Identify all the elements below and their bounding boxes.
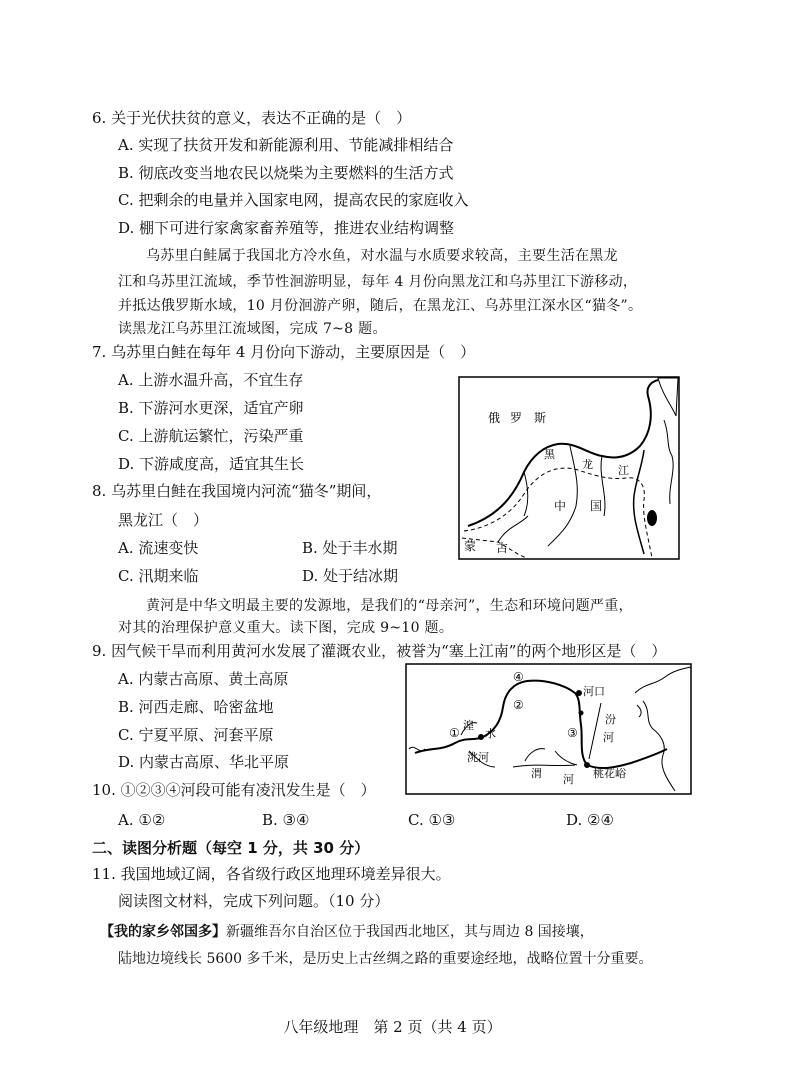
map2-label-taohuayu: 桃花峪 <box>593 767 626 780</box>
q10-option-a: A. ①② <box>118 811 166 829</box>
map1-label-guo: 国 <box>590 499 603 513</box>
map1-label-luo: 罗 <box>510 411 523 425</box>
q10-option-d: D. ②④ <box>566 811 614 829</box>
q11-material-line2: 陆地边境线长 5600 多千米，是历史上古丝绸之路的重要途经地，战略位置十分重要。 <box>118 951 653 967</box>
map1-label-hei: 黑 <box>544 448 555 461</box>
q8-option-d: D. 处于结冰期 <box>302 567 399 585</box>
section2-title: 二、读图分析题（每空 1 分，共 30 分） <box>92 839 370 857</box>
map2-label-huang: 湟 <box>463 719 474 732</box>
map2-label-fen-he: 河 <box>603 731 614 744</box>
q9-stem: 9. 因气候干旱而利用黄河水发展了灌溉农业，被誉为“塞上江南”的两个地形区是（ ） <box>92 642 667 660</box>
map1-label-gu: 古 <box>496 541 509 555</box>
map2-label-1: ① <box>449 726 460 740</box>
q7-option-d: D. 下游咸度高，适宜其生长 <box>118 455 305 473</box>
map1-label-e: 俄 <box>488 411 501 425</box>
map2-label-taohe: 洮河 <box>467 751 489 764</box>
q6-stem: 6. 关于光伏扶贫的意义，表达不正确的是（ ） <box>92 109 412 127</box>
q11-material-line1 <box>100 922 594 942</box>
passage2-line1: 黄河是中华文明最主要的发源地，是我们的“母亲河”，生态和环境问题严重， <box>146 598 633 614</box>
q7-option-c: C. 上游航运繁忙，污染严重 <box>118 427 304 445</box>
q8-stem-line2: 黑龙江（ ） <box>118 511 209 529</box>
map1-label-long: 龙 <box>582 458 593 471</box>
map2-label-3: ③ <box>567 726 578 740</box>
map2-label-2: ② <box>513 698 524 712</box>
q9-option-d: D. 内蒙古高原、华北平原 <box>118 753 290 771</box>
map2-label-shui: 水 <box>485 727 496 740</box>
q11-instruction: 阅读图文材料，完成下列问题。（10 分） <box>118 892 390 910</box>
q6-option-d: D. 棚下可进行家禽家畜养殖等，推进农业结构调整 <box>118 219 455 237</box>
passage2-line2: 对其的治理保护意义重大。读下图，完成 9~10 题。 <box>118 620 454 636</box>
q6-option-b: B. 彻底改变当地农民以烧柴为主要燃料的生活方式 <box>118 164 454 182</box>
q10-option-b: B. ③④ <box>262 811 310 829</box>
q9-option-c: C. 宁夏平原、河套平原 <box>118 726 274 744</box>
q10-option-c: C. ①③ <box>408 811 456 829</box>
passage1-line3: 并抵达俄罗斯水域，10 月份洄游产卵，随后，在黑龙江、乌苏里江深水区“猫冬”。 <box>118 298 643 314</box>
map2-label-fen: 汾 <box>605 713 616 726</box>
passage1-line2: 江和乌苏里江流域，季节性洄游明显，每年 4 月份向黑龙江和乌苏里江下游移动， <box>118 274 638 290</box>
q9-option-b: B. 河西走廊、哈密盆地 <box>118 698 274 716</box>
q6-option-a: A. 实现了扶贫开发和新能源利用、节能减排相结合 <box>118 136 454 154</box>
passage1-line1: 乌苏里白鲑属于我国北方冷水鱼，对水温与水质要求较高，主要生活在黑龙 <box>146 248 618 264</box>
q7-option-b: B. 下游河水更深，适宜产卵 <box>118 399 304 417</box>
yellow-river-map <box>405 663 692 795</box>
yellow-river-map-svg <box>405 663 692 795</box>
map2-label-wei-he: 河 <box>563 773 574 786</box>
q10-stem: 10. ①②③④河段可能有凌汛发生是（ ） <box>92 781 376 799</box>
q7-option-a: A. 上游水温升高，不宜生存 <box>118 371 304 389</box>
heilongjiang-basin-map <box>458 376 680 560</box>
map1-label-zhong: 中 <box>554 499 567 513</box>
q11-stem: 11. 我国地域辽阔，各省级行政区地理环境差异很大。 <box>92 865 451 883</box>
map1-label-jiang: 江 <box>618 464 629 477</box>
q8-option-a: A. 流速变快 <box>118 539 199 557</box>
q11-material-text1: 新疆维吾尔自治区位于我国西北地区，其与周边 8 国接壤， <box>226 924 594 940</box>
page-footer: 八年级地理 第 2 页（共 4 页） <box>283 1018 502 1036</box>
heilongjiang-basin-map-svg <box>458 376 680 560</box>
q9-option-a: A. 内蒙古高原、黄土高原 <box>118 670 289 688</box>
map2-label-wei: 渭 <box>531 767 542 780</box>
map1-label-si: 斯 <box>534 411 547 425</box>
map2-label-4: ④ <box>513 670 524 684</box>
q8-option-b: B. 处于丰水期 <box>302 539 398 557</box>
map1-label-meng: 蒙 <box>464 539 477 553</box>
q8-option-c: C. 汛期来临 <box>118 567 199 585</box>
passage1-line4: 读黑龙江乌苏里江流域图，完成 7~8 题。 <box>118 321 387 337</box>
q7-stem: 7. 乌苏里白鲑在每年 4 月份向下游动，主要原因是（ ） <box>92 343 476 361</box>
map2-label-hekou: 河口 <box>583 685 605 698</box>
q11-material-tag: 【我的家乡邻国多】 <box>100 924 226 940</box>
q6-option-c: C. 把剩余的电量并入国家电网，提高农民的家庭收入 <box>118 191 469 209</box>
q8-stem-line1: 8. 乌苏里白鲑在我国境内河流“猫冬”期间， <box>92 482 382 500</box>
